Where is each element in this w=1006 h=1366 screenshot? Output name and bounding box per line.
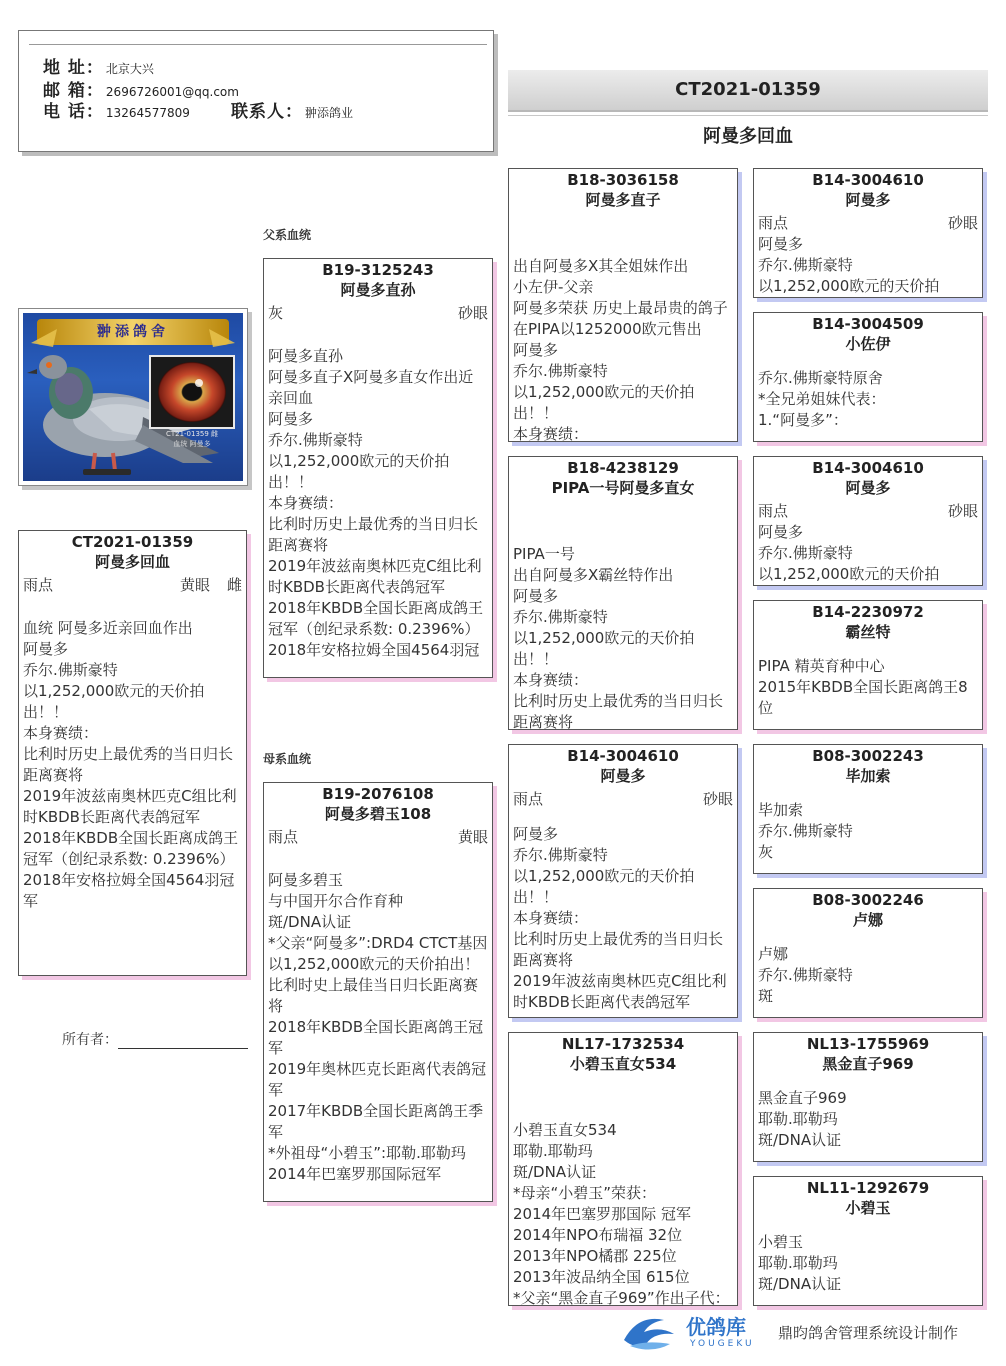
dam-ring: B19-2076108 xyxy=(322,785,434,803)
sd-notes xyxy=(513,544,733,730)
sds-eye: 砂眼 xyxy=(947,502,978,520)
sdd-notes xyxy=(758,656,978,719)
sds-notes xyxy=(758,522,978,585)
note-line: 2018年KBDB全国长距离成鸽王冠军（创纪录系数: 0.2396%） xyxy=(23,829,239,868)
contact-box xyxy=(18,30,494,152)
contact-person-row xyxy=(231,97,353,122)
dsd-notes xyxy=(758,944,978,1007)
ds-ring: B14-3004610 xyxy=(567,747,679,765)
ds-eye: 砂眼 xyxy=(702,790,733,808)
dsd-name: 卢娜 xyxy=(852,911,883,929)
father-line-label: 父系血统 xyxy=(263,228,312,242)
sss-attrs xyxy=(758,212,978,234)
subject-card xyxy=(18,530,247,976)
dds-ring: NL13-1755969 xyxy=(806,1035,930,1053)
pigeon-photo xyxy=(18,308,248,486)
dd-ring: NL17-1732534 xyxy=(561,1035,685,1053)
ds-notes xyxy=(513,824,733,1013)
note-line: 阿曼多 xyxy=(758,523,804,541)
note-line: 比利时历史上最优秀的当日归长距离赛将 xyxy=(23,745,234,784)
dds-notes xyxy=(758,1088,978,1151)
note-line: PIPA一号 xyxy=(513,545,575,563)
dam-dam-card xyxy=(508,1032,738,1306)
ss-name: 阿曼多直子 xyxy=(585,191,661,209)
header-name: 阿曼多回血 xyxy=(703,126,793,147)
dam-sire-card xyxy=(508,744,738,1018)
note-line: 小左伊-父亲 xyxy=(513,278,594,296)
ddd-name: 小碧玉 xyxy=(845,1199,891,1217)
sds-ring: B14-3004610 xyxy=(812,459,924,477)
note-line: 以1,252,000欧元的天价拍出！！ xyxy=(513,383,695,422)
sdd-card xyxy=(753,600,983,730)
note-line: 2018年安格拉姆全国4564羽冠军 xyxy=(23,871,235,910)
wave-logo-icon xyxy=(620,1310,682,1354)
sss-notes xyxy=(758,234,978,297)
dss-notes xyxy=(758,800,978,863)
sds-name: 阿曼多 xyxy=(845,479,891,497)
note-line: *外祖母“小碧玉”:耶勒.耶勒玛 xyxy=(268,1144,466,1162)
subject-color: 雨点 xyxy=(23,576,54,594)
note-line: 2014年巴塞罗那国际冠军 xyxy=(268,1165,442,1183)
address-value: 北京大兴 xyxy=(105,62,154,76)
note-line: 乔尔.佛斯豪特 xyxy=(758,256,853,274)
note-line: 以1,252,000欧元的天价拍出！！ xyxy=(268,452,450,491)
note-line: 耶勒.耶勒玛 xyxy=(758,1110,838,1128)
note-line: 2013年波品纳全国 615位 xyxy=(513,1268,690,1286)
note-line: 以1,252,000欧元的天价拍出！ xyxy=(268,955,480,973)
note-line: 2019年波兹南奥林匹克C组比利时KBDB长距离代表鸽冠军 xyxy=(23,787,237,826)
sss-card xyxy=(753,168,983,298)
dsd-ring: B08-3002246 xyxy=(812,891,924,909)
sire-notes xyxy=(268,346,488,661)
note-line: 1.“阿曼多”： xyxy=(758,411,848,429)
note-line: 2017年KBDB全国长距离鸽王季军 xyxy=(268,1102,484,1141)
owner-underline xyxy=(118,1034,248,1049)
address-row xyxy=(43,53,154,78)
note-line: 斑/DNA认证 xyxy=(513,1163,597,1181)
note-line: 毕加索 xyxy=(758,801,804,819)
note-line: 出自阿曼多X其全姐妹作出 xyxy=(513,257,689,275)
note-line: 2018年安格拉姆全国4564羽冠 xyxy=(268,641,480,659)
sire-dam-card xyxy=(508,456,738,730)
sds-card xyxy=(753,456,983,586)
note-line: 阿曼多 xyxy=(513,825,559,843)
note-line: 2014年NPO布瑞福 32位 xyxy=(513,1226,683,1244)
dds-name: 黑金直子969 xyxy=(822,1055,914,1073)
note-line: 本身赛绩： xyxy=(23,724,99,742)
dss-ring: B08-3002243 xyxy=(812,747,924,765)
ds-attrs xyxy=(513,788,733,810)
address-label: 地 址： xyxy=(43,58,104,78)
subject-eye: 黄眼 xyxy=(179,576,210,594)
sds-attrs xyxy=(758,500,978,522)
sire-sire-card xyxy=(508,168,738,442)
note-line: 2013年NPO橘郡 225位 xyxy=(513,1247,677,1265)
dd-name: 小碧玉直女534 xyxy=(569,1055,677,1073)
email-value: 2696726001@qq.com xyxy=(105,85,239,99)
sd-name: PIPA一号阿曼多直女 xyxy=(551,479,695,497)
note-line: 斑/DNA认证 xyxy=(758,1131,842,1149)
note-line: 2018年KBDB全国长距离成鸽王冠军（创纪录系数: 0.2396%） xyxy=(268,599,484,638)
note-line: 2018年KBDB全国长距离鸽王冠军 xyxy=(268,1018,484,1057)
sire-attrs xyxy=(268,302,488,324)
ssd-ring: B14-3004509 xyxy=(812,315,924,333)
note-line: 以1,252,000欧元的天价拍出！！ xyxy=(513,629,695,668)
note-line: 乔尔.佛斯豪特 xyxy=(513,362,608,380)
note-line: 乔尔.佛斯豪特 xyxy=(268,431,363,449)
dam-attrs xyxy=(268,826,488,848)
note-line: 本身赛绩： xyxy=(268,494,344,512)
note-line: 比利时史上最佳当日归长距离赛将 xyxy=(268,976,479,1015)
contact-person-label: 联系人： xyxy=(231,102,303,122)
subject-sex: 雌 xyxy=(226,576,242,594)
sire-color: 灰 xyxy=(268,304,284,322)
sire-card xyxy=(263,258,493,678)
note-line: 2019年波兹南奥林匹克C组比利时KBDB长距离代表鸽冠军 xyxy=(513,972,727,1011)
sss-color: 雨点 xyxy=(758,214,789,232)
header-ring-band: CT2021-01359 xyxy=(508,70,988,112)
note-line: *父亲“阿曼多”:DRD4 CTCT基因 xyxy=(268,934,488,952)
subject-notes xyxy=(23,618,242,912)
note-line: 本身赛绩： xyxy=(513,909,589,927)
note-line: 斑 xyxy=(758,987,774,1005)
sss-ring: B14-3004610 xyxy=(812,171,924,189)
sdd-name: 霸丝特 xyxy=(845,623,891,641)
ddd-ring: NL11-1292679 xyxy=(806,1179,930,1197)
dss-card xyxy=(753,744,983,874)
header-divider xyxy=(508,115,988,116)
ssd-card xyxy=(753,312,983,442)
note-line: PIPA 精英育种中心 xyxy=(758,657,885,675)
sire-name: 阿曼多直孙 xyxy=(340,281,416,299)
logo-chinese-text: 优鸽库 xyxy=(686,1315,746,1339)
contact-rule xyxy=(29,44,487,45)
subject-ring: CT2021-01359 xyxy=(71,533,194,551)
note-line: 2014年巴塞罗那国际 冠军 xyxy=(513,1205,691,1223)
ss-ring: B18-3036158 xyxy=(567,171,679,189)
logo-english-text: YOUGEKU xyxy=(690,1339,755,1349)
owner-field xyxy=(62,1029,248,1049)
note-line: 比利时历史上最优秀的当日归长距离赛将 xyxy=(268,515,479,554)
photo-background xyxy=(23,313,243,481)
dd-notes xyxy=(513,1120,733,1306)
dsd-card xyxy=(753,888,983,1018)
owner-label: 所有者： xyxy=(62,1032,118,1048)
note-line: 以1,252,000欧元的天价拍出！！ xyxy=(513,867,695,906)
ssd-notes xyxy=(758,368,978,431)
photo-caption-line2: 血统 阿曼多 xyxy=(173,440,211,448)
sire-ring: B19-3125243 xyxy=(322,261,434,279)
email-label: 邮 箱： xyxy=(43,81,104,101)
note-line: 斑/DNA认证 xyxy=(268,913,352,931)
note-line: 卢娜 xyxy=(758,945,789,963)
note-line: 阿曼多 xyxy=(268,410,314,428)
note-line: 以1,252,000欧元的天价拍 xyxy=(758,277,940,295)
note-line: 本身赛绩： xyxy=(513,425,589,442)
phone-value: 13264577809 xyxy=(105,106,190,120)
dam-card xyxy=(263,782,493,1202)
note-line: 比利时历史上最优秀的当日归长距离赛将 xyxy=(513,692,724,730)
note-line: 耶勒.耶勒玛 xyxy=(513,1142,593,1160)
note-line: 乔尔.佛斯豪特 xyxy=(23,661,118,679)
pigeon-eye-photo xyxy=(149,355,235,429)
dds-card xyxy=(753,1032,983,1162)
ss-notes xyxy=(513,256,733,442)
note-line: 阿曼多 xyxy=(513,587,559,605)
note-line: 阿曼多直孙 xyxy=(268,347,344,365)
note-line: 以1,252,000欧元的天价拍 xyxy=(758,565,940,583)
note-line: 与中国开尔合作育种 xyxy=(268,892,404,910)
note-line: 出自阿曼多X霸丝特作出 xyxy=(513,566,674,584)
note-line: 斑/DNA认证 xyxy=(758,1275,842,1293)
note-line: 以1,252,000欧元的天价拍出！！ xyxy=(23,682,205,721)
note-line: *全兄弟姐妹代表： xyxy=(758,390,886,408)
ssd-name: 小佐伊 xyxy=(845,335,891,353)
note-line: 2019年奥林匹克长距离代表鸽冠军 xyxy=(268,1060,487,1099)
loft-banner: 翀添鸽舍 xyxy=(37,319,229,345)
note-line: 本身赛绩： xyxy=(513,671,589,689)
dam-notes xyxy=(268,870,488,1185)
note-line: 乔尔.佛斯豪特 xyxy=(513,608,608,626)
note-line: 乔尔.佛斯豪特原舍 xyxy=(758,369,883,387)
mother-line-label: 母系血统 xyxy=(263,752,312,766)
note-line: 阿曼多碧玉 xyxy=(268,871,344,889)
note-line: 2015年KBDB全国长距离鸽王8位 xyxy=(758,678,968,717)
note-line: 血统 阿曼多近亲回血作出 xyxy=(23,619,193,637)
ddd-card xyxy=(753,1176,983,1306)
photo-caption-line1: CT21-01359 雌 xyxy=(165,430,219,438)
sire-eye: 砂眼 xyxy=(457,304,488,322)
note-line: 阿曼多 xyxy=(23,640,69,658)
note-line: 乔尔.佛斯豪特 xyxy=(758,966,853,984)
note-line: 2019年波兹南奥林匹克C组比利时KBDB长距离代表鸽冠军 xyxy=(268,557,482,596)
subject-name: 阿曼多回血 xyxy=(94,553,170,571)
note-line: 小碧玉直女534 xyxy=(513,1121,617,1139)
note-line: 乔尔.佛斯豪特 xyxy=(513,846,608,864)
note-line: 阿曼多直子X阿曼多直女作出近亲回血 xyxy=(268,368,474,407)
note-line: 阿曼多 xyxy=(758,235,804,253)
footer-credit: 鼎昀鸽舍管理系统设计制作 xyxy=(778,1324,959,1342)
note-line: 黑金直子969 xyxy=(758,1089,847,1107)
note-line: 阿曼多 xyxy=(513,341,559,359)
ds-name: 阿曼多 xyxy=(600,767,646,785)
eye-icon xyxy=(151,357,233,427)
phone-label: 电 话： xyxy=(43,102,104,122)
ds-color: 雨点 xyxy=(513,790,544,808)
note-line: 灰 xyxy=(758,843,774,861)
subject-attrs xyxy=(23,574,242,596)
sss-eye: 砂眼 xyxy=(947,214,978,232)
note-line: *母亲“小碧玉”荣获： xyxy=(513,1184,657,1202)
ddd-notes xyxy=(758,1232,978,1295)
sdd-ring: B14-2230972 xyxy=(812,603,924,621)
note-line: 阿曼多荣获 历史上最昂贵的鸽子 在PIPA以1252000欧元售出 xyxy=(513,299,728,338)
note-line: 耶勒.耶勒玛 xyxy=(758,1254,838,1272)
dam-name: 阿曼多碧玉108 xyxy=(324,805,432,823)
note-line: 小碧玉 xyxy=(758,1233,804,1251)
sds-color: 雨点 xyxy=(758,502,789,520)
note-line: 乔尔.佛斯豪特 xyxy=(758,544,853,562)
note-line: *父亲“黑金直子969”作出子代： xyxy=(513,1289,730,1306)
dss-name: 毕加索 xyxy=(845,767,891,785)
sss-name: 阿曼多 xyxy=(845,191,891,209)
dam-eye: 黄眼 xyxy=(457,828,488,846)
sd-ring: B18-4238129 xyxy=(567,459,679,477)
note-line: 比利时历史上最优秀的当日归长距离赛将 xyxy=(513,930,724,969)
phone-row xyxy=(43,97,190,122)
dam-color: 雨点 xyxy=(268,828,299,846)
yougeku-logo xyxy=(620,1310,760,1354)
contact-person-value: 翀添鸽业 xyxy=(305,106,354,120)
note-line: 乔尔.佛斯豪特 xyxy=(758,822,853,840)
